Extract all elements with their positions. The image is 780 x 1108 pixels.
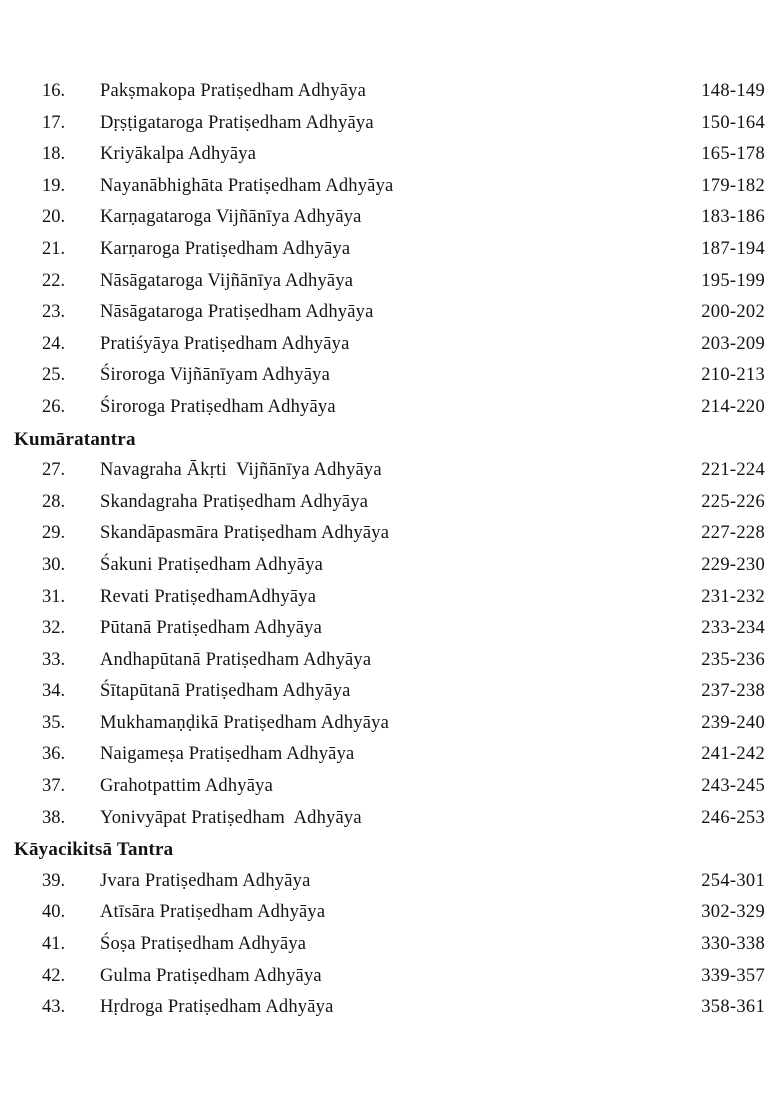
- section-heading: Kumāratantra: [14, 428, 136, 450]
- toc-entry: [14, 992, 765, 1024]
- entry-page-range: 200-202: [701, 302, 765, 323]
- entry-number: 34.: [42, 681, 66, 702]
- entry-page-range: 225-226: [701, 491, 765, 512]
- toc-entry: [14, 897, 765, 929]
- entry-page-range: 231-232: [701, 586, 765, 607]
- entry-page-range: 165-178: [701, 144, 765, 165]
- entry-page-range: 243-245: [701, 776, 765, 797]
- entry-title: Karṇagataroga Vijñānīya Adhyāya: [100, 207, 362, 228]
- entry-number: 32.: [42, 618, 66, 639]
- entry-page-range: 330-338: [701, 934, 765, 955]
- toc-entry: [14, 929, 765, 961]
- toc-entry: [14, 676, 765, 708]
- toc-entry: [14, 360, 765, 392]
- entry-title: Naigameṣa Pratiṣedham Adhyāya: [100, 744, 355, 765]
- toc-entry: [14, 866, 765, 898]
- entry-title: Navagraha Ākṛti Vijñānīya Adhyāya: [100, 460, 382, 481]
- toc-entry: [14, 455, 765, 487]
- entry-page-range: 237-238: [701, 681, 765, 702]
- toc-entry: [14, 613, 765, 645]
- toc-entry: [14, 487, 765, 519]
- entry-number: 17.: [42, 112, 66, 133]
- entry-title: Pratiśyāya Pratiṣedham Adhyāya: [100, 333, 350, 354]
- toc-entry: [14, 803, 765, 835]
- entry-number: 35.: [42, 712, 66, 733]
- entry-page-range: 195-199: [701, 270, 765, 291]
- toc-entry: [14, 329, 765, 361]
- toc-entry: [14, 392, 765, 424]
- entry-number: 33.: [42, 649, 66, 670]
- entry-number: 43.: [42, 997, 66, 1018]
- entry-title: Śiroroga Vijñānīyam Adhyāya: [100, 365, 331, 386]
- entry-number: 28.: [42, 491, 66, 512]
- entry-title: Dṛṣṭigataroga Pratiṣedham Adhyāya: [100, 112, 374, 133]
- entry-title: Gulma Pratiṣedham Adhyāya: [100, 965, 322, 986]
- entry-title: Revati PratiṣedhamAdhyāya: [100, 586, 317, 607]
- entry-number: 26.: [42, 396, 66, 417]
- entry-title: Śiroroga Pratiṣedham Adhyāya: [100, 396, 336, 417]
- entry-number: 31.: [42, 586, 66, 607]
- section-heading: Kāyacikitsā Tantra: [14, 839, 174, 861]
- entry-title: Śoṣa Pratiṣedham Adhyāya: [100, 934, 307, 955]
- entry-title: Skandagraha Pratiṣedham Adhyāya: [100, 491, 369, 512]
- entry-title: Grahotpattim Adhyāya: [100, 776, 274, 797]
- entry-number: 16.: [42, 81, 66, 101]
- entry-page-range: 229-230: [701, 554, 765, 575]
- entry-number: 42.: [42, 965, 66, 986]
- entry-number: 27.: [42, 460, 66, 481]
- entry-title: Jvara Pratiṣedham Adhyāya: [100, 870, 311, 891]
- entry-page-range: 221-224: [701, 460, 765, 481]
- toc-entry: [14, 108, 765, 140]
- entry-title: Atīsāra Pratiṣedham Adhyāya: [100, 902, 326, 923]
- entry-number: 29.: [42, 523, 66, 544]
- entry-page-range: 183-186: [701, 207, 765, 228]
- entry-number: 23.: [42, 302, 66, 323]
- toc-entry: [14, 139, 765, 171]
- entry-number: 18.: [42, 144, 66, 165]
- entry-page-range: 339-357: [701, 965, 765, 986]
- entry-title: Nayanābhighāta Pratiṣedham Adhyāya: [100, 175, 394, 196]
- entry-page-range: 233-234: [701, 618, 765, 639]
- entry-title: Nāsāgataroga Pratiṣedham Adhyāya: [100, 302, 374, 323]
- toc-entry: [14, 202, 765, 234]
- entry-number: 39.: [42, 870, 66, 891]
- toc-entry: [14, 297, 765, 329]
- entry-number: 22.: [42, 270, 66, 291]
- toc-entry: [14, 708, 765, 740]
- toc-entry: [14, 582, 765, 614]
- toc-entry: [14, 550, 765, 582]
- entry-title: Hṛdroga Pratiṣedham Adhyāya: [100, 997, 334, 1018]
- entry-page-range: 246-253: [701, 807, 765, 828]
- entry-number: 38.: [42, 807, 66, 828]
- entry-page-range: 254-301: [701, 870, 765, 891]
- entry-title: Skandāpasmāra Pratiṣedham Adhyāya: [100, 523, 390, 544]
- toc-entry: [14, 961, 765, 993]
- entry-title: Pūtanā Pratiṣedham Adhyāya: [100, 618, 323, 639]
- toc-entry: [14, 266, 765, 298]
- entry-page-range: 227-228: [701, 523, 765, 544]
- entry-page-range: 179-182: [701, 175, 765, 196]
- entry-page-range: 241-242: [701, 744, 765, 765]
- entry-page-range: 210-213: [701, 365, 765, 386]
- toc-entry: [14, 518, 765, 550]
- entry-page-range: 358-361: [701, 997, 765, 1018]
- entry-number: 25.: [42, 365, 66, 386]
- entry-number: 24.: [42, 333, 66, 354]
- entry-page-range: 235-236: [701, 649, 765, 670]
- entry-number: 19.: [42, 175, 66, 196]
- entry-number: 40.: [42, 902, 66, 923]
- entry-title: Śītapūtanā Pratiṣedham Adhyāya: [100, 681, 351, 702]
- entry-number: 41.: [42, 934, 66, 955]
- entry-page-range: 150-164: [701, 112, 765, 133]
- table-of-contents: [14, 76, 765, 1024]
- entry-page-range: 203-209: [701, 333, 765, 354]
- entry-number: 20.: [42, 207, 66, 228]
- entry-page-range: 148-149: [701, 81, 765, 101]
- toc-entry: [14, 645, 765, 677]
- entry-number: 37.: [42, 776, 66, 797]
- entry-page-range: 302-329: [701, 902, 765, 923]
- entry-page-range: 214-220: [701, 396, 765, 417]
- entry-title: Nāsāgataroga Vijñānīya Adhyāya: [100, 270, 354, 291]
- toc-entry: [14, 771, 765, 803]
- toc-entry: [14, 171, 765, 203]
- toc-entry: [14, 234, 765, 266]
- entry-number: 30.: [42, 554, 66, 575]
- entry-title: Andhapūtanā Pratiṣedham Adhyāya: [100, 649, 372, 670]
- entry-title: Mukhamaṇḍikā Pratiṣedham Adhyāya: [100, 712, 389, 733]
- entry-title: Karṇaroga Pratiṣedham Adhyāya: [100, 238, 351, 259]
- entry-number: 21.: [42, 238, 66, 259]
- toc-entry: [14, 76, 765, 108]
- entry-title: Kriyākalpa Adhyāya: [100, 144, 257, 165]
- entry-title: Pakṣmakopa Pratiṣedham Adhyāya: [100, 81, 366, 101]
- toc-entry: [14, 739, 765, 771]
- entry-title: Śakuni Pratiṣedham Adhyāya: [100, 554, 324, 575]
- entry-title: Yonivyāpat Pratiṣedham Adhyāya: [100, 807, 362, 828]
- entry-page-range: 239-240: [701, 712, 765, 733]
- entry-number: 36.: [42, 744, 66, 765]
- entry-page-range: 187-194: [701, 238, 765, 259]
